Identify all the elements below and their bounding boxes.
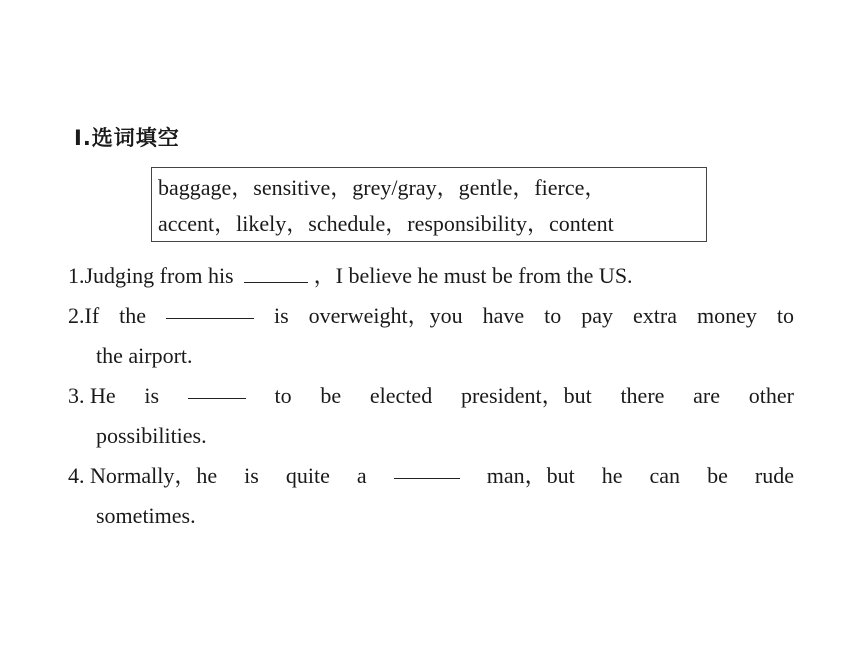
question-list (68, 256, 794, 536)
word-bank-line-1: baggage，sensitive，grey/gray，gentle，fierce， (158, 175, 607, 200)
question-4-word: man，but (486, 463, 575, 488)
question-4-word: can (649, 463, 681, 488)
word-bank-line-2: accent，likely，schedule，responsibility，content (158, 211, 614, 236)
question-2-word: have (482, 303, 525, 328)
question-3-word: elected (369, 383, 433, 408)
question-1 (68, 256, 794, 296)
question-3-word: is (144, 383, 160, 408)
question-3-word: president，but (460, 383, 592, 408)
question-4-word: be (707, 463, 728, 488)
question-3 (68, 376, 794, 416)
question-1-text-before: Judging from his (84, 263, 234, 288)
question-3-number-word-1: 3. He (68, 383, 116, 408)
question-2-continuation: the airport. (96, 343, 193, 368)
question-4-word: rude (754, 463, 794, 488)
question-2-blank[interactable] (166, 296, 254, 319)
question-2-word: is (274, 303, 289, 328)
question-4-word: quite (285, 463, 330, 488)
question-1-number: 1. (68, 263, 85, 288)
question-2-number-word-1: 2.If (68, 303, 100, 328)
word-bank-box (151, 167, 707, 242)
question-3-word: to (274, 383, 292, 408)
question-3-word: there (620, 383, 665, 408)
question-4-word: he (601, 463, 623, 488)
section-title: Ⅰ.选词填空 (74, 126, 180, 150)
question-3-blank[interactable] (188, 376, 246, 399)
question-2-word: extra (633, 303, 677, 328)
question-4-word: a (356, 463, 367, 488)
question-2-word: to (544, 303, 562, 328)
question-2-word: money (696, 303, 757, 328)
question-4 (68, 456, 794, 496)
question-2-word: pay (581, 303, 614, 328)
question-2 (68, 296, 794, 336)
question-3-continuation: possibilities. (96, 423, 207, 448)
question-3-word: other (748, 383, 794, 408)
question-4-blank[interactable] (394, 456, 460, 479)
question-4-number-word-1: 4. Normally，he (68, 463, 218, 488)
question-2-word: overweight，you (308, 303, 463, 328)
question-4-continuation: sometimes. (96, 503, 196, 528)
question-4-word: is (244, 463, 259, 488)
question-1-text-after: ，I believe he must be from the US. (313, 263, 633, 288)
question-2-word: the (119, 303, 147, 328)
question-3-word: are (693, 383, 720, 408)
question-3-word: be (320, 383, 342, 408)
question-2-word: to (776, 303, 794, 328)
question-1-blank[interactable] (244, 260, 308, 283)
